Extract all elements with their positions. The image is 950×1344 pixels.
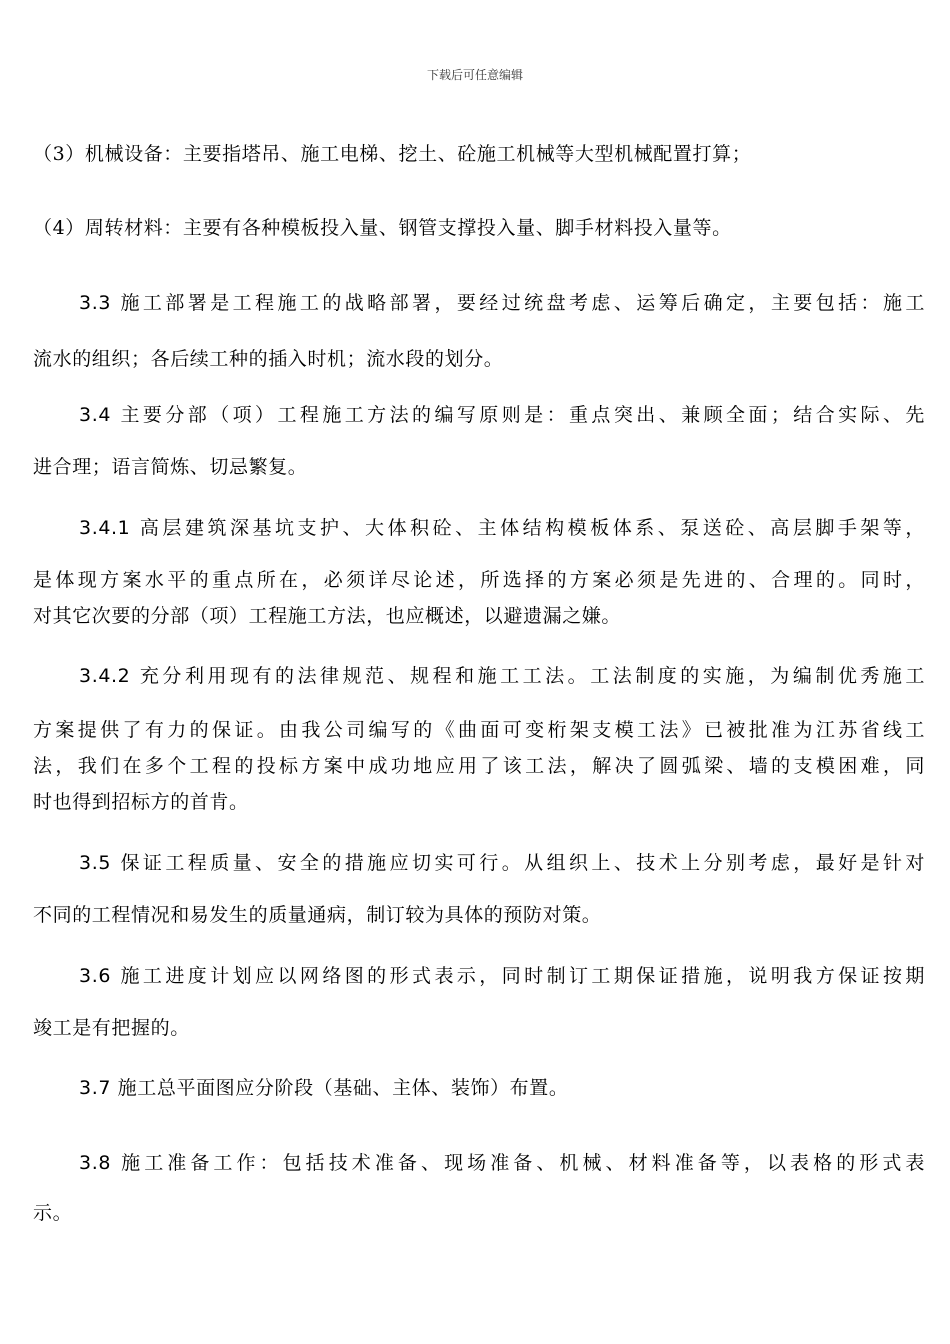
section-number: 3.4 — [79, 404, 112, 426]
paragraph-line: 示。 — [33, 1202, 73, 1224]
paragraph-line: 是体现方案水平的重点所在，必须详尽论述，所选择的方案必须是先进的、合理的。同时， — [33, 569, 925, 591]
paragraph-3-7 — [33, 1073, 925, 1099]
section-number: 3.8 — [79, 1152, 112, 1174]
paragraph-line: 进合理；语言简炼、切忌繁复。 — [33, 456, 308, 478]
paragraph-line: 3.4.2 充分利用现有的法律规范、规程和施工工法。工法制度的实施，为编制优秀施工 — [79, 665, 925, 687]
paragraph-line: 3.5 保证工程质量、安全的措施应切实可行。从组织上、技术上分别考虑，最好是针对 — [79, 852, 925, 874]
paragraph-line: 流水的组织；各后续工种的插入时机；流水段的划分。 — [33, 348, 504, 370]
paragraph-3-5 — [33, 848, 925, 926]
paragraph-line: 3.7 施工总平面图应分阶段（基础、主体、装饰）布置。 — [79, 1077, 569, 1099]
paragraph-line: 方案提供了有力的保证。由我公司编写的《曲面可变桁架支模工法》已被批准为江苏省线工 — [33, 719, 925, 741]
paragraph-machinery — [33, 139, 925, 165]
paragraph-3-4-2 — [33, 661, 925, 813]
paragraph-line: 3.4 主要分部（项）工程施工方法的编写原则是：重点突出、兼顾全面；结合实际、先 — [79, 404, 925, 426]
paragraph-line: 3.8 施工准备工作：包括技术准备、现场准备、机械、材料准备等，以表格的形式表 — [79, 1152, 925, 1174]
paragraph-3-8 — [33, 1148, 925, 1224]
section-number: 3.3 — [79, 292, 112, 314]
section-number: 3.4.1 — [79, 517, 131, 539]
paragraph-line: 对其它次要的分部（项）工程施工方法，也应概述，以避遗漏之嫌。 — [33, 605, 622, 627]
paragraph-line: 竣工是有把握的。 — [33, 1017, 190, 1039]
section-number: 3.7 — [79, 1077, 112, 1099]
header-note: 下载后可任意编辑 — [426, 68, 523, 82]
section-number: 3.5 — [79, 852, 112, 874]
section-number: 3.4.2 — [79, 665, 131, 687]
paragraph-line: 时也得到招标方的首肯。 — [33, 791, 249, 813]
section-number: 3.6 — [79, 965, 112, 987]
paragraph-3-4-1 — [33, 513, 925, 627]
paragraph-3-4 — [33, 400, 925, 478]
paragraph-line: 3.3 施工部署是工程施工的战略部署，要经过统盘考虑、运筹后确定，主要包括：施工 — [79, 292, 925, 314]
paragraph-line: （3）机械设备：主要指塔吊、施工电梯、挖土、砼施工机械等大型机械配置打算； — [33, 143, 752, 165]
paragraph-line: （4）周转材料：主要有各种模板投入量、钢管支撑投入量、脚手材料投入量等。 — [33, 217, 732, 239]
paragraph-3-3 — [33, 288, 925, 370]
paragraph-line: 不同的工程情况和易发生的质量通病，制订较为具体的预防对策。 — [33, 904, 602, 926]
paragraph-materials — [33, 213, 925, 239]
paragraph-line: 3.6 施工进度计划应以网络图的形式表示，同时制订工期保证措施，说明我方保证按期 — [79, 965, 925, 987]
paragraph-line: 法，我们在多个工程的投标方案中成功地应用了该工法，解决了圆弧梁、墙的支模困难，同 — [33, 755, 925, 777]
paragraph-line: 3.4.1 高层建筑深基坑支护、大体积砼、主体结构模板体系、泵送砼、高层脚手架等， — [79, 517, 925, 539]
paragraph-3-6 — [33, 961, 925, 1039]
